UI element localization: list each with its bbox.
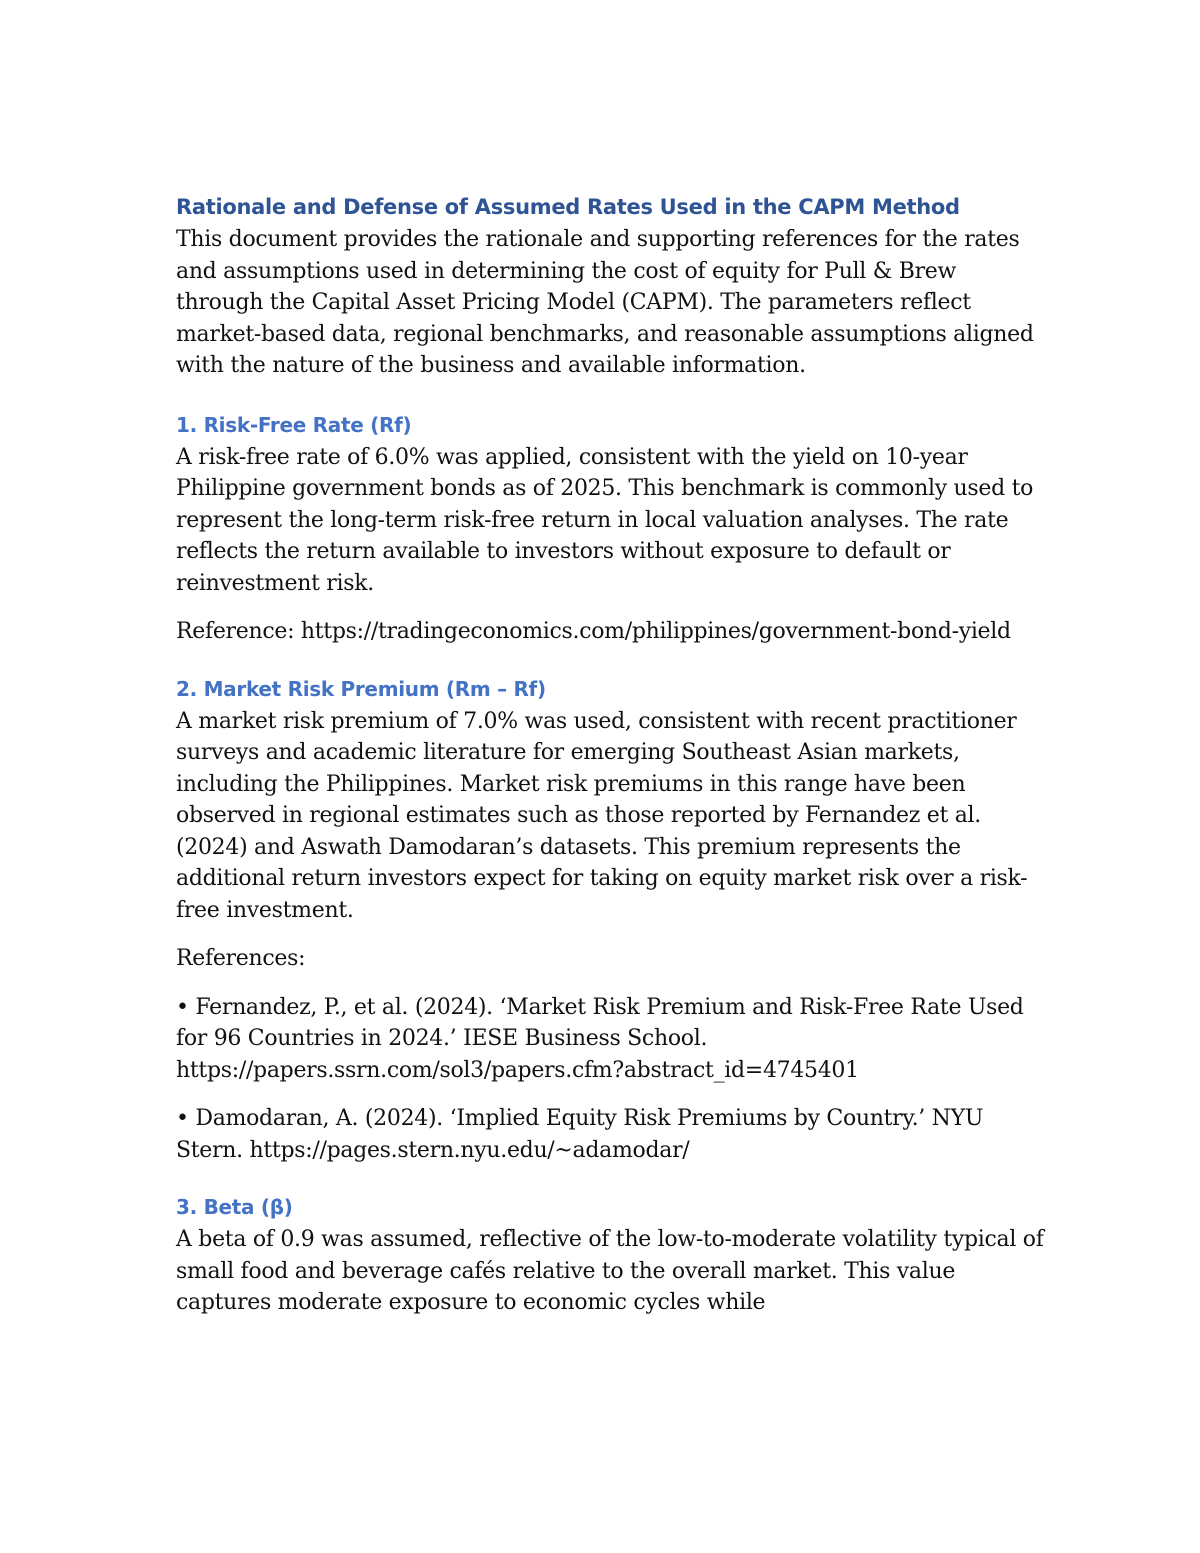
reference-item[interactable]: • Damodaran, A. (2024). ‘Implied Equity Risk Premiums by Country.’ NYU Stern. https://pages.stern.nyu.edu/~adamodar/ (176, 1106, 984, 1163)
section-body: A beta of 0.9 was assumed, reflective of the low-to-moderate volatility typical of small food and beverage cafés relative to the overall market. This value captures moderate exposure to economic cycles while (176, 1227, 1044, 1315)
section-heading: 2. Market Risk Premium (Rm – Rf) (176, 676, 546, 701)
section-risk-free-rate (176, 408, 1046, 648)
references-label: References: (176, 946, 306, 971)
document-page (176, 190, 1046, 1336)
document-title: Rationale and Defense of Assumed Rates Used in the CAPM Method (176, 195, 960, 219)
section-market-risk-premium (176, 672, 1046, 1167)
section-heading: 1. Risk-Free Rate (Rf) (176, 412, 412, 437)
section-body: A risk-free rate of 6.0% was applied, consistent with the yield on 10-year Philippine government bonds as of 2025. This benchmark is commonly used to represent the long-term risk-free return in local valuation analyses. The rate reflects the return available to investors without exposure to default or reinvestment risk. (176, 444, 1034, 596)
section-heading: 3. Beta (β) (176, 1195, 293, 1219)
reference-item[interactable]: • Fernandez, P., et al. (2024). ‘Market Risk Premium and Risk-Free Rate Used for 96 Countries in 2024.’ IESE Business School. https://papers.ssrn.com/sol3/papers.cfm?abstract_id=4745401 (176, 994, 1024, 1083)
intro-paragraph: This document provides the rationale and supporting references for the rates and assumptions used in determining the cost of equity for Pull & Brew through the Capital Asset Pricing Model (CAPM). The parameters reflect market-based data, regional benchmarks, and reasonable assumptions aligned with the nature of the business and available information. (176, 227, 1034, 378)
reference-link[interactable]: Reference: https://tradingeconomics.com/philippines/government-bond-yield (176, 619, 1011, 644)
section-body: A market risk premium of 7.0% was used, consistent with recent practitioner surveys and academic literature for emerging Southeast Asian markets, including the Philippines. Market risk premiums in this range have been observed in regional estimates such as those reported by Fernandez et al. (2024) and Aswath Damodaran’s datasets. This premium represents the additional return investors expect for taking on equity market risk over a risk-free investment. (176, 708, 1028, 923)
section-beta (176, 1190, 1046, 1319)
